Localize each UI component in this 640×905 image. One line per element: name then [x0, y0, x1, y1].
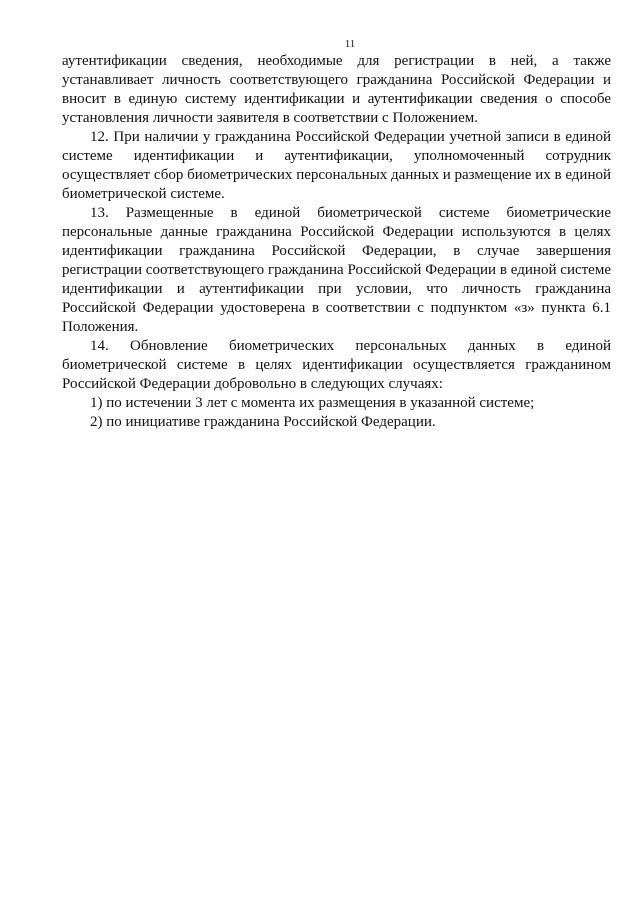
- paragraph-14: 14. Обновление биометрических персональных данных в единой биометрической системе в целях идентификации осуществляется гражданином Российской Федерации добровольно в следующих случаях:: [62, 338, 611, 392]
- list-item-1: 1) по истечении 3 лет с момента их размещения в указанной системе;: [90, 395, 535, 411]
- paragraph-12: 12. При наличии у гражданина Российской Федерации учетной записи в единой системе идентификации и аутентификации, уполномоченный сотрудник осуществляет сбор биометрических персональных данных и размещение их в единой биометрической системе.: [62, 129, 611, 202]
- page-number: 11: [344, 38, 356, 50]
- paragraph-continuation: аутентификации сведения, необходимые для регистрации в ней, а также устанавливает личность соответствующего гражданина Российской Федерации и вносит в единую систему идентификации и аутентификации сведения о способе установления личности заявителя в соответствии с Положением.: [62, 53, 611, 126]
- paragraph-13: 13. Размещенные в единой биометрической системе биометрические персональные данные гражданина Российской Федерации используются в целях идентификации гражданина Российской Федерации, в случае завершения регистрации соответствующего гражданина Российской Федерации в единой системе идентификации и аутентификации при условии, что личность гражданина Российской Федерации удостоверена в соответствии с подпунктом «з» пункта 6.1 Положения.: [62, 205, 611, 335]
- document-body: [62, 52, 611, 432]
- list-item-2: 2) по инициативе гражданина Российской Федерации.: [90, 414, 436, 430]
